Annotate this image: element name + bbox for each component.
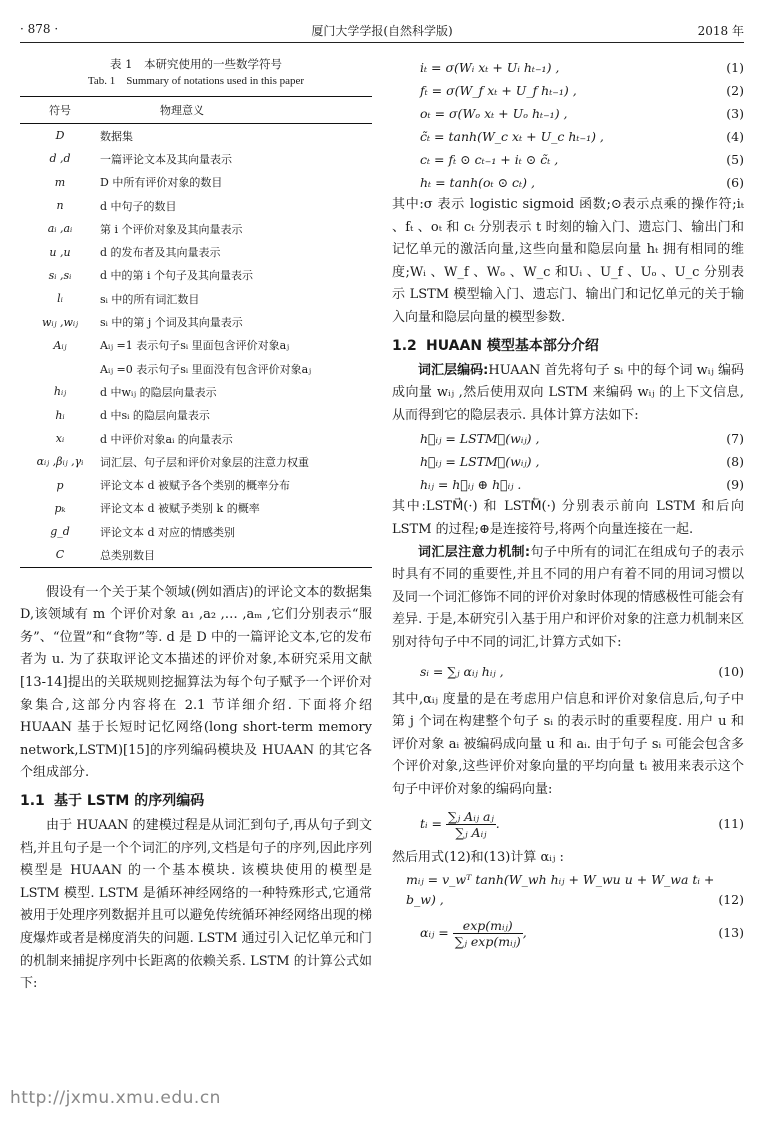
table-row (20, 380, 372, 403)
meaning-cell: 第 i 个评价对象及其向量表示 (100, 222, 243, 236)
lstm-paragraph: 由于 HUAAN 的建模过程是从词汇到句子,再从句子到文档,并且句子是一个个词汇的序列,文档是句子的序列,因此序列模型是 HUAAN 的一个基本模块. 该模块使用的模型是 LSTM 模型. LSTM 是循环神经网络的一种特殊形式,它通常被用于处理序列数据并且可以避免传统循环神经网络出现的梯度爆炸或者是梯度消失的问题. LSTM 通过引入记忆单元和门的机制来捕捉序列中长距离的依赖关系. LSTM 的计算公式如下: (20, 817, 372, 992)
equation-6: hₜ = tanh(oₜ ⊙ cₜ) , (6) (420, 175, 744, 190)
meaning-cell: d 中的第 i 个句子及其向量表示 (100, 269, 254, 283)
equation-8: h⃖ᵢⱼ = LSTM⃖(wᵢⱼ) , (8) (420, 454, 744, 470)
word-attention-paragraph: 词汇层注意力机制:句子中所有的词汇在组成句子的表示时具有不同的重要性,并且不同的用户有着不同的用词习惯以及同一个词汇修饰不同的评价对象时体现的情感极性可能会有差异. 于是,本研究引入基于用户和评价对象的注意力机制来区别对待句子中不同的词汇,计算方式如下: (392, 544, 744, 650)
keyword-word-attention: 词汇层注意力机制: (418, 544, 531, 560)
symbol-cell: lᵢ (57, 292, 63, 306)
right-column (392, 56, 744, 956)
lstm-explanation: 其中:σ 表示 logistic sigmoid 函数;⊙表示点乘的操作符;iₜ 、fₜ 、oₜ 和 cₜ 分别表示 t 时刻的输入门、遗忘门、输出门和记忆单元的激活向量,这些向量和隐层向量 hₜ 拥有相同的维度;Wᵢ 、W_f 、Wₒ 、W_c 和Uᵢ 、U_f 、Uₒ 、U_c 分别表示 LSTM 模型输入门、遗忘门、输出门和记忆单元的关于输入向量和隐层向量的模型参数. (392, 197, 744, 325)
equation-3: oₜ = σ(Wₒ xₜ + Uₒ hₜ₋₁) , (3) (420, 106, 744, 121)
table-caption-en: Tab. 1 Summary of notations used in this paper (87, 75, 305, 87)
table-row (20, 450, 372, 473)
equation-13: αᵢⱼ = $\frac{\text{exp(mᵢⱼ)}}{\text{∑ⱼ exp(mᵢⱼ)}}$ , (13) (420, 918, 744, 950)
symbol-cell: n (56, 199, 64, 213)
meaning-cell: 评论文本 d 被赋予类别 k 的概率 (100, 502, 260, 516)
table-row (20, 497, 372, 520)
section-1-1-heading (20, 789, 372, 813)
table-row (20, 334, 372, 357)
equation-12-number: (12) (718, 892, 744, 908)
word-encoding-paragraph: 词汇层编码:HUAAN 首先将句子 sᵢ 中的每个词 wᵢⱼ 编码成向量 wᵢⱼ ,然后使用双向 LSTM 来编码 wᵢⱼ 的上下文信息,从而得到它的隐层表示. 具体计算方法如下: (392, 362, 745, 423)
meaning-cell: d 中wᵢⱼ 的隐层向量表示 (100, 385, 217, 399)
table-row (20, 404, 372, 427)
year: 2018 年 (697, 24, 744, 38)
symbol-cell: Aᵢⱼ (53, 338, 67, 352)
table-row (20, 473, 372, 496)
table-row (20, 147, 372, 170)
equation-2: fₜ = σ(W_f xₜ + U_f hₜ₋₁) , (2) (420, 83, 744, 98)
attention-explanation: 其中,αᵢⱼ 度量的是在考虑用户信息和评价对象信息后,句子中第 j 个词在构建整个句子 sᵢ 的表示时的重要程度. 用户 u 和评价对象 aᵢ 被编码成向量 u 和 aᵢ. 由于句子 sᵢ 可能会包含多个评价对象,这些评价对象向量的平均向量 tᵢ 被用来表示这个句子中评价对象的编码向量: (392, 691, 744, 797)
symbol-cell: pₖ (54, 501, 66, 515)
symbol-cell: xᵢ (55, 432, 65, 445)
equation-9: hᵢⱼ = h⃗ᵢⱼ ⊕ h⃖ᵢⱼ . (9) (420, 477, 744, 493)
symbol-cell: g_d (50, 525, 70, 539)
meaning-cell: 总类别数目 (100, 548, 155, 562)
intro-paragraph: 假设有一个关于某个领域(例如酒店)的评论文本的数据集 D,该领域有 m 个评价对象 a₁ ,a₂ ,… ,aₘ ,它们分别表示“服务”、“位置”和“食物”等. d 是 D 中的一篇评论文本,它的发布者为 u. 为了获取评论文本描述的评价对象,本研究采用文献[13-14]提出的关联规则挖掘算法为每个句子赋予一个评价对象集合,这部分内容将在 2.1 节详细介绍. 下面将介绍 HUAAN 基于长短时记忆网络(long short-term memory network,LSTM)[15]的序列编码模块及 HUAAN 的其它各个组成部分. (20, 584, 372, 781)
symbol-cell: wᵢⱼ ,wᵢⱼ (41, 315, 79, 329)
table-row (20, 124, 372, 148)
symbol-cell: aᵢ ,aᵢ (47, 222, 73, 236)
equation-7: h⃗ᵢⱼ = LSTM⃗(wᵢⱼ) , (7) (420, 431, 744, 447)
symbol-cell: hᵢⱼ (53, 385, 67, 399)
equation-11: tᵢ = $\frac{\text{∑ⱼ Aᵢⱼ aⱼ}}{\text{∑ⱼ Aᵢⱼ}}$ . (11) (420, 809, 744, 841)
header-rule (20, 42, 744, 43)
table-row (20, 310, 372, 333)
fraction: $\frac{\text{exp(mᵢⱼ)}}{\text{∑ⱼ exp(mᵢⱼ)}}$ (454, 918, 521, 950)
meaning-cell: sᵢ 中的第 j 个词及其向量表示 (100, 316, 243, 330)
notation-table (20, 96, 372, 568)
symbol-cell: αᵢⱼ ,βᵢⱼ ,γᵢ (36, 455, 84, 469)
fraction: $\frac{\text{∑ⱼ Aᵢⱼ aⱼ}}{\text{∑ⱼ Aᵢⱼ}}$ (447, 809, 494, 841)
bilstm-explanation: 其中:LSTM⃗(·) 和 LSTM⃖(·) 分别表示前向 LSTM 和后向 LSTM 的过程;⊕是连接符号,将两个向量连接在一起. (392, 499, 744, 537)
col-symbol-header: 符号 (49, 104, 71, 117)
keyword-word-encoding: 词汇层编码: (418, 362, 489, 378)
meaning-cell: 词汇层、句子层和评价对象层的注意力权重 (100, 455, 309, 469)
meaning-cell: d 中评价对象aᵢ 的向量表示 (100, 432, 233, 446)
meaning-cell: d 的发布者及其向量表示 (100, 246, 221, 260)
table-row (20, 357, 372, 380)
equation-4: c̃ₜ = tanh(W_c xₜ + U_c hₜ₋₁) , (4) (420, 129, 744, 144)
symbol-cell: C (55, 548, 65, 562)
section-1-2-heading (392, 334, 744, 358)
equation-5: cₜ = fₜ ⊙ cₜ₋₁ + iₜ ⊙ c̃ₜ , (5) (420, 152, 744, 167)
table-row (20, 543, 372, 567)
table-row (20, 240, 372, 263)
meaning-cell: 一篇评论文本及其向量表示 (100, 152, 232, 166)
running-header (20, 18, 744, 40)
meaning-cell: d 中句子的数目 (100, 199, 177, 213)
table-row (20, 427, 372, 450)
symbol-cell: d ,d (49, 152, 71, 166)
symbol-cell: hᵢ (55, 408, 65, 422)
lstm-equations (392, 56, 744, 194)
page-number: · 878 · (20, 22, 59, 36)
section-number: 1.1 (20, 792, 45, 809)
section-title: HUAAN 模型基本部分介绍 (426, 337, 599, 354)
eq12-intro: 然后用式(12)和(13)计算 αᵢⱼ : (392, 850, 564, 866)
symbol-cell: m (54, 175, 66, 189)
symbol-cell: u ,u (49, 245, 71, 259)
table-caption-cn: 表 1 本研究使用的一些数学符号 (110, 57, 282, 71)
col-meaning-header: 物理意义 (160, 104, 204, 117)
meaning-cell: D 中所有评价对象的数目 (100, 176, 223, 190)
meaning-cell: Aᵢⱼ =0 表示句子sᵢ 里面没有包含评价对象aⱼ (100, 362, 312, 376)
meaning-cell: 数据集 (100, 129, 133, 143)
section-number: 1.2 (392, 337, 417, 354)
equation-10: sᵢ = ∑ⱼ αᵢⱼ hᵢⱼ , (10) (420, 663, 744, 679)
equation-1: iₜ = σ(Wᵢ xₜ + Uᵢ hₜ₋₁) , (1) (420, 60, 744, 75)
watermark-url: http://jxmu.xmu.edu.cn (10, 1088, 221, 1108)
table-row (20, 194, 372, 217)
meaning-cell: 评论文本 d 对应的情感类别 (100, 525, 236, 539)
table-row (20, 264, 372, 287)
table-row (20, 520, 372, 543)
symbol-cell: D (55, 129, 65, 143)
equation-12: mᵢⱼ = v_wᵀ tanh(W_wh hᵢⱼ + W_wu u + W_wa tᵢ + b_w) , (406, 872, 715, 908)
table-row (20, 171, 372, 194)
symbol-cell (20, 357, 100, 380)
table-header-row (20, 97, 372, 124)
meaning-cell: 评论文本 d 被赋予各个类别的概率分布 (100, 479, 291, 493)
symbol-cell: p (56, 478, 64, 492)
table-row (20, 217, 372, 240)
meaning-cell: sᵢ 中的所有词汇数目 (100, 292, 200, 306)
table-row (20, 287, 372, 310)
symbol-cell: sᵢ ,sᵢ (48, 268, 72, 282)
section-title: 基于 LSTM 的序列编码 (54, 792, 205, 809)
meaning-cell: d 中sᵢ 的隐层向量表示 (100, 409, 210, 423)
left-column (20, 56, 372, 996)
journal-title: 厦门大学学报(自然科学版) (311, 24, 453, 38)
meaning-cell: Aᵢⱼ =1 表示句子sᵢ 里面包含评价对象aⱼ (100, 339, 290, 353)
